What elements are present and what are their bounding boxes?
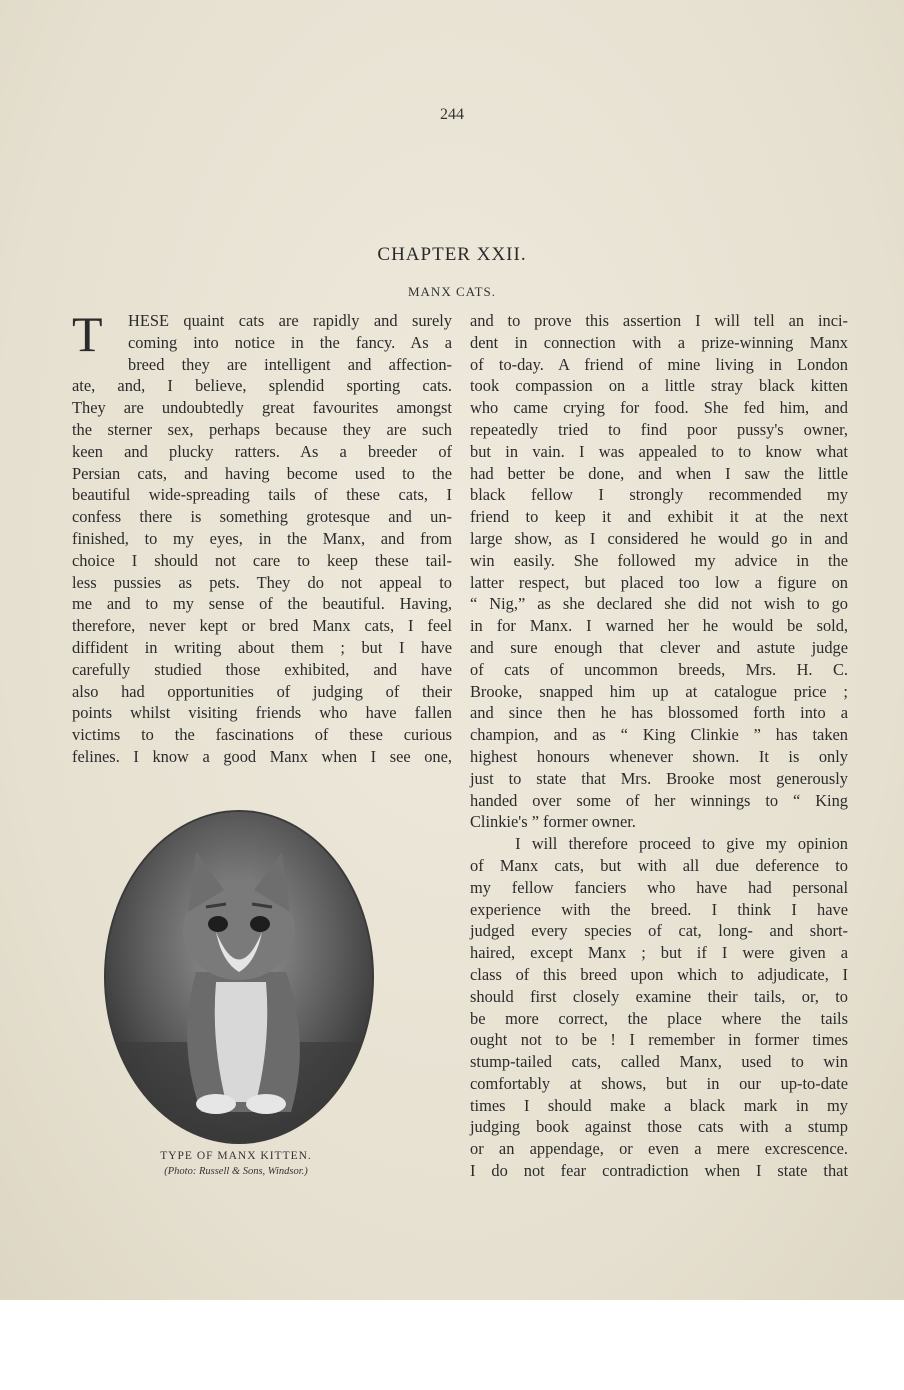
text-line: carefully studied those exhibited, and have — [72, 659, 452, 679]
text-line: win easily. She followed my advice in the — [470, 550, 848, 570]
text-line: I will therefore proceed to give my opinion — [470, 834, 848, 854]
text-line: beautiful wide-spreading tails of these cats, I — [72, 485, 452, 505]
text-line: of Manx cats, but with all due deference to — [470, 855, 848, 875]
text-line: finished, to my eyes, in the Manx, and from — [72, 528, 452, 548]
text-line: handed over some of her winnings to “ King — [470, 790, 848, 810]
text-line: just to state that Mrs. Brooke most generously — [470, 768, 848, 788]
kitten-illustration — [106, 812, 372, 1142]
text-line: who came crying for food. She fed him, and — [470, 398, 848, 418]
text-line: but in vain. I was appealed to to know what — [470, 441, 848, 461]
section-title: MANX CATS. — [407, 284, 496, 299]
text-line: Clinkie's ” former owner. — [470, 812, 636, 832]
text-line: confess there is something grotesque and un- — [72, 507, 452, 527]
text-line: champion, and as “ King Clinkie ” has taken — [470, 725, 848, 745]
text-line: of to-day. A friend of mine living in London — [470, 354, 848, 374]
text-line: ate, and, I believe, splendid sporting cats. — [72, 376, 452, 396]
text-line: keen and plucky ratters. As a breeder of — [72, 441, 452, 461]
text-line: breed they are intelligent and affection- — [128, 354, 452, 374]
drop-cap: T — [72, 306, 103, 362]
text-line: Persian cats, and having become used to the — [72, 463, 452, 483]
text-line: took compassion on a little stray black kitten — [470, 376, 848, 396]
text-line: stump-tailed cats, called Manx, used to win — [470, 1052, 848, 1072]
text-line: and sure enough that clever and astute judge — [470, 637, 848, 657]
text-line: coming into notice in the fancy. As a — [128, 332, 452, 352]
left-column — [72, 306, 452, 768]
text-line: They are undoubtedly great favourites amongst — [72, 398, 452, 418]
text-line: haired, except Manx ; but if I were given a — [470, 943, 848, 963]
text-line: diffident in writing about them ; but I have — [72, 637, 452, 657]
text-line: be more correct, the place where the tails — [470, 1008, 848, 1028]
photo-credit: (Photo: Russell & Sons, Windsor.) — [164, 1166, 308, 1177]
text-line: HESE quaint cats are rapidly and surely — [128, 311, 452, 330]
text-line: also had opportunities of judging of their — [72, 681, 452, 701]
text-line: my fellow fanciers who have had personal — [470, 877, 848, 897]
text-line: latter respect, but placed too low a figure on — [470, 572, 848, 592]
kitten-photo — [104, 810, 374, 1144]
text-line: friend to keep it and exhibit it at the next — [470, 507, 848, 527]
text-line: highest honours whenever shown. It is only — [470, 746, 848, 766]
text-line: black fellow I strongly recommended my — [470, 485, 848, 505]
text-line: choice I should not care to keep these tail- — [72, 550, 452, 570]
text-line: large show, as I considered he would go in and — [470, 528, 848, 548]
text-line: experience with the breed. I think I have — [470, 899, 848, 919]
text-line: judged every species of cat, long- and short- — [470, 921, 848, 941]
text-line: should first closely examine their tails, or, to — [470, 986, 848, 1006]
text-line: points whilst visiting friends who have fallen — [72, 703, 452, 723]
chapter-title: CHAPTER XXII. — [377, 244, 527, 265]
right-column — [470, 310, 848, 1182]
text-line: I do not fear contradiction when I state that — [470, 1161, 848, 1181]
text-line: had better be done, and when I saw the little — [470, 463, 848, 483]
text-line: times I should make a black mark in my — [470, 1095, 848, 1115]
text-line: repeatedly tried to find poor pussy's owner, — [470, 419, 848, 439]
figure-caption — [86, 1150, 386, 1177]
text-line: ought not to be ! I remember in former times — [470, 1030, 848, 1050]
text-line: Brooke, snapped him up at catalogue price ; — [470, 681, 848, 701]
text-line: in for Manx. I warned her he would be sold, — [470, 616, 848, 636]
text-line: comfortably at shows, but in our up-to-date — [470, 1073, 848, 1093]
text-line: the sterner sex, perhaps because they are such — [72, 419, 452, 439]
page-number: 244 — [440, 106, 464, 123]
text-line: and to prove this assertion I will tell an inci- — [470, 311, 848, 330]
text-line: less pussies as pets. They do not appeal to — [72, 572, 452, 592]
text-line: “ Nig,” as she declared she did not wish to go — [470, 594, 848, 614]
text-line: class of this breed upon which to adjudicate, I — [470, 964, 848, 984]
text-line: dent in connection with a prize-winning Manx — [470, 332, 848, 352]
footer-band — [0, 1300, 904, 1390]
text-line: judging book against those cats with a stump — [470, 1117, 848, 1137]
text-line: me and to my sense of the beautiful. Having, — [72, 594, 452, 614]
text-line: therefore, never kept or bred Manx cats, I feel — [72, 616, 452, 636]
text-line: of cats of uncommon breeds, Mrs. H. C. — [470, 659, 848, 679]
text-line: or an appendage, or even a mere excrescence. — [470, 1139, 848, 1159]
text-line: felines. I know a good Manx when I see one, — [72, 746, 452, 766]
text-line: and since then he has blossomed forth into a — [470, 703, 848, 723]
text-line: victims to the fascinations of these curious — [72, 725, 452, 745]
caption-title: TYPE OF MANX KITTEN. — [160, 1150, 312, 1162]
